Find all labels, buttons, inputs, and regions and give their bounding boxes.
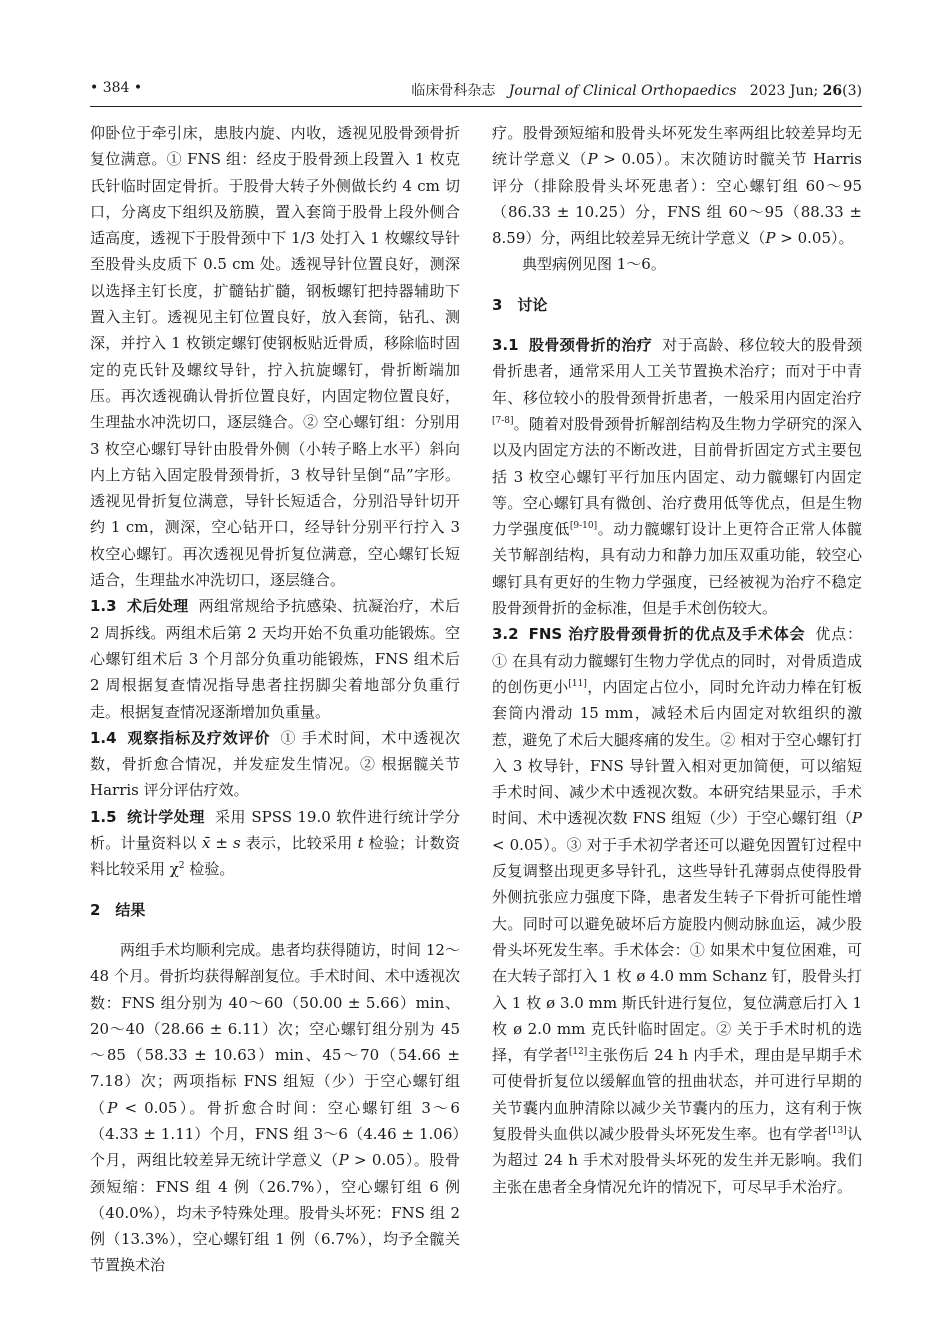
section-1-4-text: ① 手术时间，术中透视次数，骨折愈合情况，并发症发生情况。② 根据髋关节 Harris 评分评估疗效。 bbox=[90, 728, 460, 800]
citation: [13] bbox=[828, 1125, 847, 1136]
methods-paragraph: 仰卧位于牵引床，患肢内旋、内收，透视见股骨颈骨折复位满意。① FNS 组：经皮于股骨颈上段置入 1 枚克氏针临时固定骨折。于股骨大转子外侧做长约 4 cm 切口，分离皮下组织及筋膜，置入套筒于股骨上段外侧合适高度，透视下于股骨颈中下 1/3 处打入 1 枚螺纹导针至股骨头皮质下 0.5 cm 处。透视导针位置良好，测深以选择主钉长度，扩髓钻扩髓，钢板螺钉把持器辅助下置入主钉。透视见主钉位置良好，放入套筒，钻孔、测深，并拧入 1 枚锁定螺钉使钢板贴近骨质，移除临时固定的克氏针及螺纹导针，拧入抗旋螺钉，骨折断端加压。再次透视确认骨折位置良好，内固定物位置良好，生理盐水冲洗切口，逐层缝合。② 空心螺钉组：分别用 3 枚空心螺钉导针由股骨外侧（小转子略上水平）斜向内上方钻入固定股骨颈骨折，3 枚导针呈倒“品”字形。透视见骨折复位满意，导针长短适合，分别沿导针切开约 1 cm，测深，空心钻开口，经导针分别平行拧入 3 枚空心螺钉。再次透视见骨折复位满意，空心螺钉长短适合，生理盐水冲洗切口，逐层缝合。 bbox=[90, 124, 460, 590]
section-1-4 bbox=[90, 725, 460, 804]
citation: [9-10] bbox=[569, 521, 598, 532]
section-1-3-heading: 1.3 术后处理 bbox=[90, 597, 189, 616]
section-1-3-text: 两组常规给予抗感染、抗凝治疗，术后 2 周拆线。两组术后第 2 天均开始不负重功能锻炼。空心螺钉组术后 3 个月部分负重功能锻炼，FNS 组术后 2 周根据复查情况指导患者拄拐脚尖着地部分负重行走。根据复查情况逐渐增加负重量。 bbox=[90, 597, 460, 721]
section-1-5: 1.5 统计学处理 采用 SPSS 19.0 软件进行统计学分析。计量资料以 x̄ ± s 表示，比较采用 t 检验；计数资料比较采用 $\chi^2$ 检验。 bbox=[90, 807, 460, 879]
running-header bbox=[90, 80, 862, 102]
section-1-4-heading: 1.4 观察指标及疗效评价 bbox=[90, 728, 271, 747]
section-3-1: 3.1 股骨颈骨折的治疗 对于高龄、移位较大的股骨颈骨折患者，通常采用人工关节置换术治疗；而对于中青年、移位较小的股骨颈骨折患者，一般采用内固定治疗[7-8]。随着对股骨颈骨折解剖结构及生物力学研究的深入以及内固定方法的不断改进，目前骨折固定方式主要包括 3 枚空心螺钉平行加压内固定、动力髋螺钉内固定等。空心螺钉具有微创、治疗费用低等优点，但是生物力学强度低[9-10]。动力髋螺钉设计上更符合正常人体髋关节解剖结构，具有动力和静力加压双重功能，较空心螺钉具有更好的生物力学强度，已经被视为治疗不稳定股骨颈骨折的金标准，但是手术创伤较大。 bbox=[492, 336, 862, 618]
header-rule bbox=[90, 106, 862, 107]
citation: [7-8] bbox=[492, 415, 514, 426]
right-column bbox=[492, 120, 862, 1200]
issue-date: 2023 Jun; bbox=[749, 83, 819, 99]
section-3-2: 3.2 FNS 治疗股骨颈骨折的优点及手术体会 优点：① 在具有动力髋螺钉生物力学优点的同时，对骨质造成的创伤更小[11]，内固定占位小，同时允许动力棒在钉板套筒内滑动 15 mm，减轻术后内固定对软组织的激惹，避免了术后大腿疼痛的发生。② 相对于空心螺钉打入 3 枚导针，FNS 导针置入相对更加简便，可以缩短手术时间、减少术中透视次数。本研究结果显示，手术时间、术中透视次数 FNS 组短（少）于空心螺钉组（P < 0.05）。③ 对于手术初学者还可以避免因置钉过程中反复调整出现更多导针孔，这些导针孔薄弱点使得股骨外侧抗张应力强度下降，患者发生转子下骨折可能性增大。同时可以避免破坏后方旋股内侧动脉血运，减少股骨头坏死发生率。手术体会：① 如果术中复位困难，可在大转子部打入 1 枚 ø 4.0 mm Schanz 钉，股骨头打入 1 枚 ø 3.0 mm 斯氏针进行复位，复位满意后打入 1 枚 ø 2.0 mm 克氏针临时固定。② 关于手术时机的选择，有学者[12]主张伤后 24 h 内手术，理由是早期手术可使骨折复位以缓解血管的扭曲状态，并可进行早期的关节囊内血肿清除以减少关节囊内的压力，这有利于恢复股骨头血供以减少股骨头坏死发生率。也有学者[13]认为超过 24 h 手术对股骨头坏死的发生并无影响。我们主张在患者全身情况允许的情况下，可尽早手术治疗。 bbox=[492, 625, 862, 1196]
citation: [11] bbox=[568, 678, 587, 689]
section-1-3 bbox=[90, 593, 460, 724]
volume-number: 26 bbox=[822, 83, 843, 99]
section-3-heading: 3 讨论 bbox=[492, 295, 548, 314]
journal-title-en: Journal of Clinical Orthopaedics bbox=[508, 83, 737, 99]
mean-sd-notation: x̄ ± s bbox=[201, 834, 241, 853]
journal-title-cn: 临床骨科杂志 bbox=[411, 83, 496, 99]
section-3-1-heading: 3.1 股骨颈骨折的治疗 bbox=[492, 336, 653, 355]
page-number: • 384 • bbox=[90, 80, 143, 96]
results-paragraph: 两组手术均顺利完成。患者均获得随访，时间 12～48 个月。骨折均获得解剖复位。手术时间、术中透视次数：FNS 组分别为 40～60（50.00 ± 5.66）min、20～40（28.66 ± 6.11）次；空心螺钉组分别为 45～85（58.33 ± 10.63）min、45～70（54.66 ± 7.18）次；两项指标 FNS 组短（少）于空心螺钉组（P < 0.05）。骨折愈合时间：空心螺钉组 3～6（4.33 ± 1.11）个月，FNS 组 3～6（4.46 ± 1.06）个月，两组比较差异无统计学意义（P > 0.05）。股骨颈短缩：FNS 组 4 例（26.7%），空心螺钉组 6 例（40.0%），均未予特殊处理。股骨头坏死：FNS 组 2 例（13.3%），空心螺钉组 1 例（6.7%），均予全髋关节置换术治 bbox=[90, 940, 460, 1275]
section-2-heading: 2 结果 bbox=[90, 900, 146, 919]
results-continued: 疗。股骨颈短缩和股骨头坏死发生率两组比较差异均无统计学意义（P > 0.05）。末次随访时髋关节 Harris 评分（排除股骨头坏死患者）：空心螺钉组 60～95（86.33 ± 10.25）分，FNS 组 60～95（88.33 ± 8.59）分，两组比较差异无统计学意义（P > 0.05）。 bbox=[492, 124, 862, 248]
citation: [12] bbox=[568, 1047, 588, 1058]
journal-info bbox=[411, 80, 862, 100]
issue-number: (3) bbox=[842, 83, 862, 99]
left-column bbox=[90, 120, 460, 1279]
section-1-5-heading: 1.5 统计学处理 bbox=[90, 807, 205, 826]
section-3-2-heading: 3.2 FNS 治疗股骨颈骨折的优点及手术体会 bbox=[492, 625, 806, 644]
figures-reference: 典型病例见图 1～6。 bbox=[522, 255, 666, 274]
